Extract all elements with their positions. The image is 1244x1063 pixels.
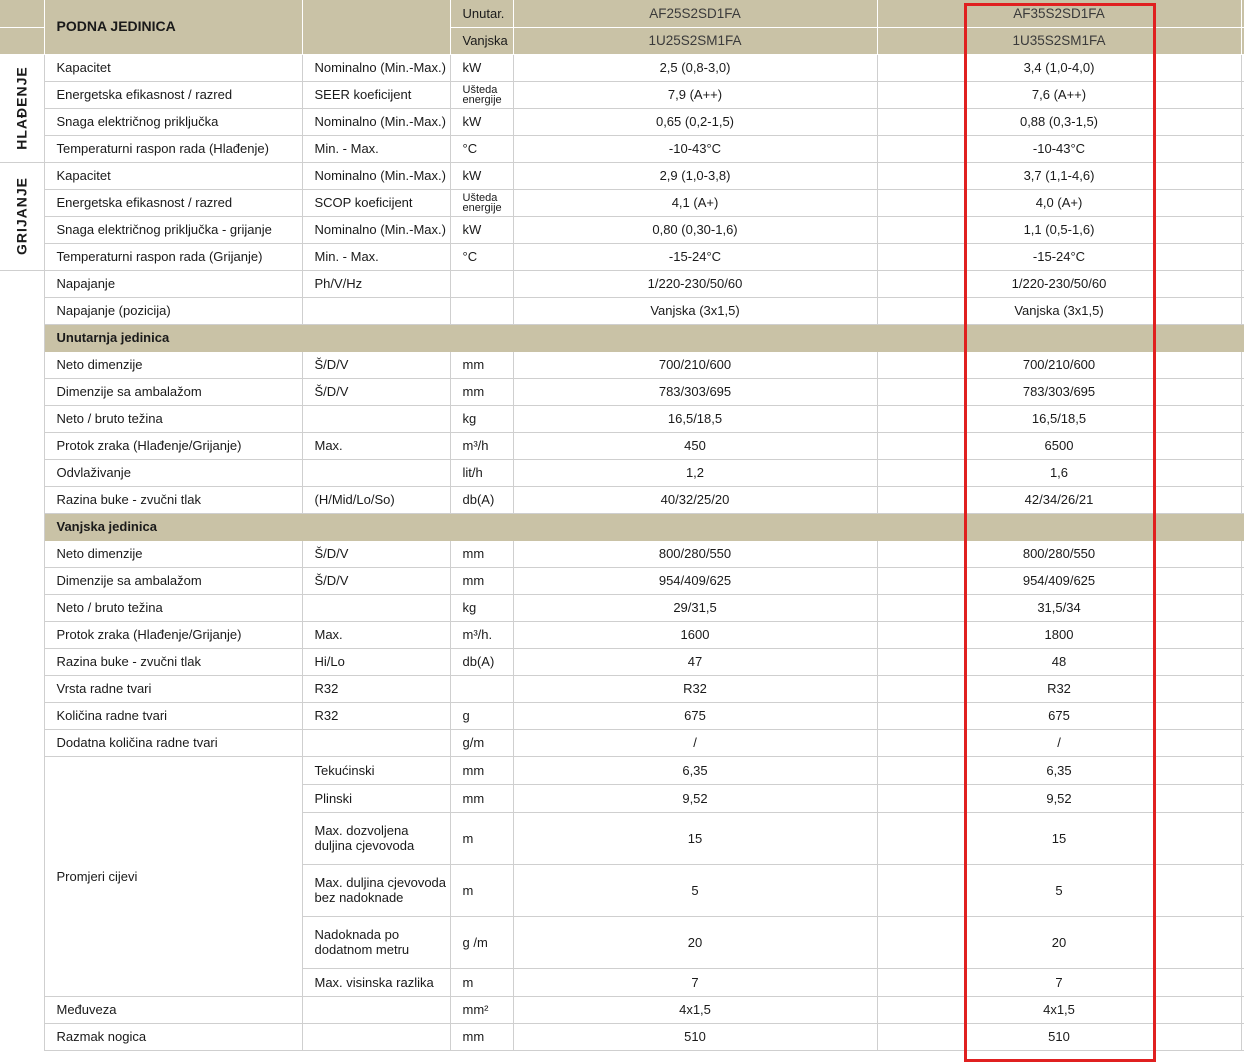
table-row (0, 756, 1244, 784)
value-model-1: 1/220-230/50/60 (513, 270, 877, 297)
row-margin (0, 567, 44, 594)
row-condition: Min. - Max. (302, 135, 450, 162)
table-row (0, 702, 1244, 729)
value-model-1: 0,80 (0,30-1,6) (513, 216, 877, 243)
row-margin (0, 648, 44, 675)
row-condition: Max. dozvoljena duljina cjevovoda (302, 812, 450, 864)
row-label: Razina buke - zvučni tlak (44, 648, 302, 675)
row-label: Neto / bruto težina (44, 405, 302, 432)
row-condition: Max. (302, 432, 450, 459)
row-unit: mm (450, 1023, 513, 1050)
row-unit: kg (450, 405, 513, 432)
row-margin (0, 996, 44, 1023)
row-label: Neto / bruto težina (44, 594, 302, 621)
value-model-1: 510 (513, 1023, 877, 1050)
header-row-indoor (0, 0, 1244, 27)
value-model-2: 3,7 (1,1-4,6) (877, 162, 1241, 189)
row-margin (0, 270, 44, 297)
row-label: Neto dimenzije (44, 351, 302, 378)
section-title: Unutarnja jedinica (44, 324, 302, 351)
value-model-1: 9,52 (513, 784, 877, 812)
table-row (0, 189, 1244, 216)
row-label: Neto dimenzije (44, 540, 302, 567)
value-model-1: -15-24°C (513, 243, 877, 270)
row-unit: m³/h. (450, 621, 513, 648)
value-model-1: 2,9 (1,0-3,8) (513, 162, 877, 189)
section-fill (450, 513, 513, 540)
value-model-1: 1,2 (513, 459, 877, 486)
value-model-2: 4x1,5 (877, 996, 1241, 1023)
row-margin (0, 405, 44, 432)
value-model-1: / (513, 729, 877, 756)
table-row (0, 486, 1244, 513)
value-model-2: 3,4 (1,0-4,0) (877, 54, 1241, 81)
row-condition: Ph/V/Hz (302, 270, 450, 297)
row-condition (302, 405, 450, 432)
row-condition: Min. - Max. (302, 243, 450, 270)
row-condition: Nominalno (Min.-Max.) (302, 162, 450, 189)
table-row (0, 621, 1244, 648)
row-condition: Š/D/V (302, 567, 450, 594)
table-row (0, 648, 1244, 675)
value-model-1: 29/31,5 (513, 594, 877, 621)
section-fill (513, 324, 877, 351)
row-margin (0, 916, 44, 968)
row-unit: m³/h (450, 432, 513, 459)
value-model-2: 7,6 (A++) (877, 81, 1241, 108)
table-title: PODNA JEDINICA (44, 0, 302, 54)
row-condition: SCOP koeficijent (302, 189, 450, 216)
value-model-1: 1600 (513, 621, 877, 648)
value-model-1: 675 (513, 702, 877, 729)
cooling-group (0, 54, 44, 162)
row-label: Napajanje (44, 270, 302, 297)
table-row (0, 432, 1244, 459)
row-margin (0, 621, 44, 648)
row-label: Dimenzije sa ambalažom (44, 567, 302, 594)
table-row (0, 81, 1244, 108)
value-model-1: 20 (513, 916, 877, 968)
table-row (0, 567, 1244, 594)
row-margin (0, 378, 44, 405)
table-row (0, 378, 1244, 405)
value-model-2: 20 (877, 916, 1241, 968)
value-model-2: 1,6 (877, 459, 1241, 486)
value-model-1: Vanjska (3x1,5) (513, 297, 877, 324)
row-condition: R32 (302, 702, 450, 729)
row-unit: g (450, 702, 513, 729)
row-label: Temperaturni raspon rada (Hlađenje) (44, 135, 302, 162)
row-unit: mm (450, 351, 513, 378)
row-unit: mm (450, 540, 513, 567)
heating-group (0, 162, 44, 270)
section-fill (877, 324, 1241, 351)
header-blank-2 (0, 27, 44, 54)
value-model-1: 5 (513, 864, 877, 916)
row-margin (0, 486, 44, 513)
value-model-2: 0,88 (0,3-1,5) (877, 108, 1241, 135)
value-model-2: 16,5/18,5 (877, 405, 1241, 432)
row-label: Kapacitet (44, 54, 302, 81)
value-model-2: -10-43°C (877, 135, 1241, 162)
value-model-2: / (877, 729, 1241, 756)
header-blank (0, 0, 44, 27)
row-unit: db(A) (450, 486, 513, 513)
value-model-2: 1/220-230/50/60 (877, 270, 1241, 297)
value-model-1: 0,65 (0,2-1,5) (513, 108, 877, 135)
header-blank-cond (302, 0, 450, 54)
row-condition: Plinski (302, 784, 450, 812)
value-model-2: 510 (877, 1023, 1241, 1050)
row-unit: mm (450, 756, 513, 784)
row-condition: Nominalno (Min.-Max.) (302, 216, 450, 243)
section-fill (302, 513, 450, 540)
row-margin (0, 513, 44, 540)
row-condition: R32 (302, 675, 450, 702)
row-unit: m (450, 968, 513, 996)
row-label: Odvlaživanje (44, 459, 302, 486)
value-model-2: 800/280/550 (877, 540, 1241, 567)
row-condition (302, 459, 450, 486)
row-margin (0, 968, 44, 996)
value-model-2: 42/34/26/21 (877, 486, 1241, 513)
row-condition: Hi/Lo (302, 648, 450, 675)
row-unit: m (450, 812, 513, 864)
value-model-1: 7,9 (A++) (513, 81, 877, 108)
table-row (0, 54, 1244, 81)
table-row (0, 135, 1244, 162)
row-label: Snaga električnog priključka (44, 108, 302, 135)
value-model-1: 6,35 (513, 756, 877, 784)
row-label: Razina buke - zvučni tlak (44, 486, 302, 513)
row-label: Protok zraka (Hlađenje/Grijanje) (44, 621, 302, 648)
model-1-outdoor: 1U25S2SM1FA (513, 27, 877, 54)
row-unit (450, 270, 513, 297)
row-margin (0, 784, 44, 812)
row-label: Dodatna količina radne tvari (44, 729, 302, 756)
row-unit: mm² (450, 996, 513, 1023)
row-condition: (H/Mid/Lo/So) (302, 486, 450, 513)
value-model-1: 15 (513, 812, 877, 864)
value-model-2: 1,1 (0,5-1,6) (877, 216, 1241, 243)
row-condition: SEER koeficijent (302, 81, 450, 108)
table-row (0, 540, 1244, 567)
row-unit: kg (450, 594, 513, 621)
value-model-2: 700/210/600 (877, 351, 1241, 378)
row-unit: °C (450, 135, 513, 162)
indoor-label: Unutar. (450, 0, 513, 27)
row-condition (302, 996, 450, 1023)
row-unit: kW (450, 162, 513, 189)
row-unit: m (450, 864, 513, 916)
row-margin (0, 432, 44, 459)
row-margin (0, 864, 44, 916)
row-unit: mm (450, 378, 513, 405)
row-unit: lit/h (450, 459, 513, 486)
row-unit: g /m (450, 916, 513, 968)
section-fill (877, 513, 1241, 540)
row-condition: Š/D/V (302, 351, 450, 378)
value-model-1: 700/210/600 (513, 351, 877, 378)
row-label: Vrsta radne tvari (44, 675, 302, 702)
row-condition: Tekućinski (302, 756, 450, 784)
value-model-1: 2,5 (0,8-3,0) (513, 54, 877, 81)
table-row (0, 351, 1244, 378)
row-condition (302, 594, 450, 621)
row-label: Dimenzije sa ambalažom (44, 378, 302, 405)
row-condition: Nadoknada po dodatnom metru (302, 916, 450, 968)
row-condition: Max. duljina cjevovoda bez nadoknade (302, 864, 450, 916)
value-model-2: 783/303/695 (877, 378, 1241, 405)
row-unit: °C (450, 243, 513, 270)
row-unit (450, 675, 513, 702)
table-row (0, 297, 1244, 324)
section-outdoor (0, 513, 1244, 540)
row-margin (0, 1023, 44, 1050)
value-model-2: 5 (877, 864, 1241, 916)
row-unit: Ušteda energije (450, 189, 513, 216)
row-condition (302, 297, 450, 324)
row-margin (0, 540, 44, 567)
row-margin (0, 729, 44, 756)
row-label: Međuveza (44, 996, 302, 1023)
value-model-2: 15 (877, 812, 1241, 864)
table-row (0, 216, 1244, 243)
row-margin (0, 324, 44, 351)
heating-group-label: GRIJANJE (13, 176, 30, 256)
row-condition: Max. (302, 621, 450, 648)
section-fill (302, 324, 450, 351)
value-model-1: 450 (513, 432, 877, 459)
row-condition (302, 729, 450, 756)
value-model-1: 4x1,5 (513, 996, 877, 1023)
row-condition: Nominalno (Min.-Max.) (302, 108, 450, 135)
table-row (0, 996, 1244, 1023)
table-row (0, 459, 1244, 486)
table-row (0, 162, 1244, 189)
table-row (0, 108, 1244, 135)
table-row (0, 270, 1244, 297)
row-margin (0, 812, 44, 864)
cooling-group-label: HLAĐENJE (13, 66, 30, 150)
row-condition: Nominalno (Min.-Max.) (302, 54, 450, 81)
row-unit: kW (450, 108, 513, 135)
value-model-1: 800/280/550 (513, 540, 877, 567)
row-margin (0, 351, 44, 378)
value-model-2: 6500 (877, 432, 1241, 459)
value-model-2: 4,0 (A+) (877, 189, 1241, 216)
row-label: Snaga električnog priključka - grijanje (44, 216, 302, 243)
model-2-outdoor: 1U35S2SM1FA (877, 27, 1241, 54)
row-label: Temperaturni raspon rada (Grijanje) (44, 243, 302, 270)
row-unit: mm (450, 567, 513, 594)
value-model-2: 954/409/625 (877, 567, 1241, 594)
row-condition: Š/D/V (302, 378, 450, 405)
row-margin (0, 702, 44, 729)
row-label: Napajanje (pozicija) (44, 297, 302, 324)
value-model-1: 40/32/25/20 (513, 486, 877, 513)
value-model-2: -15-24°C (877, 243, 1241, 270)
value-model-1: 4,1 (A+) (513, 189, 877, 216)
table-row (0, 243, 1244, 270)
row-margin (0, 594, 44, 621)
row-label: Razmak nogica (44, 1023, 302, 1050)
value-model-2: 7 (877, 968, 1241, 996)
row-margin (0, 675, 44, 702)
value-model-2: 9,52 (877, 784, 1241, 812)
row-label: Energetska efikasnost / razred (44, 81, 302, 108)
row-label: Energetska efikasnost / razred (44, 189, 302, 216)
row-unit: kW (450, 216, 513, 243)
table-row (0, 594, 1244, 621)
row-label: Količina radne tvari (44, 702, 302, 729)
row-unit: Ušteda energije (450, 81, 513, 108)
row-label: Promjeri cijevi (44, 756, 302, 996)
section-fill (450, 324, 513, 351)
model-2-indoor: AF35S2SD1FA (877, 0, 1241, 27)
row-unit (450, 297, 513, 324)
table-row (0, 1023, 1244, 1050)
row-label: Protok zraka (Hlađenje/Grijanje) (44, 432, 302, 459)
row-unit: mm (450, 784, 513, 812)
value-model-2: 1800 (877, 621, 1241, 648)
outdoor-label: Vanjska (450, 27, 513, 54)
table-row (0, 729, 1244, 756)
row-margin (0, 459, 44, 486)
row-condition (302, 1023, 450, 1050)
section-fill (513, 513, 877, 540)
value-model-1: 16,5/18,5 (513, 405, 877, 432)
table-row (0, 675, 1244, 702)
row-unit: kW (450, 54, 513, 81)
section-title: Vanjska jedinica (44, 513, 302, 540)
value-model-1: 47 (513, 648, 877, 675)
value-model-2: 675 (877, 702, 1241, 729)
row-unit: db(A) (450, 648, 513, 675)
value-model-1: 954/409/625 (513, 567, 877, 594)
row-margin (0, 297, 44, 324)
value-model-2: 6,35 (877, 756, 1241, 784)
model-1-indoor: AF25S2SD1FA (513, 0, 877, 27)
value-model-2: R32 (877, 675, 1241, 702)
value-model-1: 7 (513, 968, 877, 996)
row-condition: Š/D/V (302, 540, 450, 567)
table-row (0, 405, 1244, 432)
row-label: Kapacitet (44, 162, 302, 189)
value-model-2: 31,5/34 (877, 594, 1241, 621)
row-unit: g/m (450, 729, 513, 756)
value-model-2: 48 (877, 648, 1241, 675)
value-model-2: Vanjska (3x1,5) (877, 297, 1241, 324)
value-model-1: 783/303/695 (513, 378, 877, 405)
value-model-1: -10-43°C (513, 135, 877, 162)
row-margin (0, 756, 44, 784)
section-indoor (0, 324, 1244, 351)
value-model-1: R32 (513, 675, 877, 702)
row-condition: Max. visinska razlika (302, 968, 450, 996)
